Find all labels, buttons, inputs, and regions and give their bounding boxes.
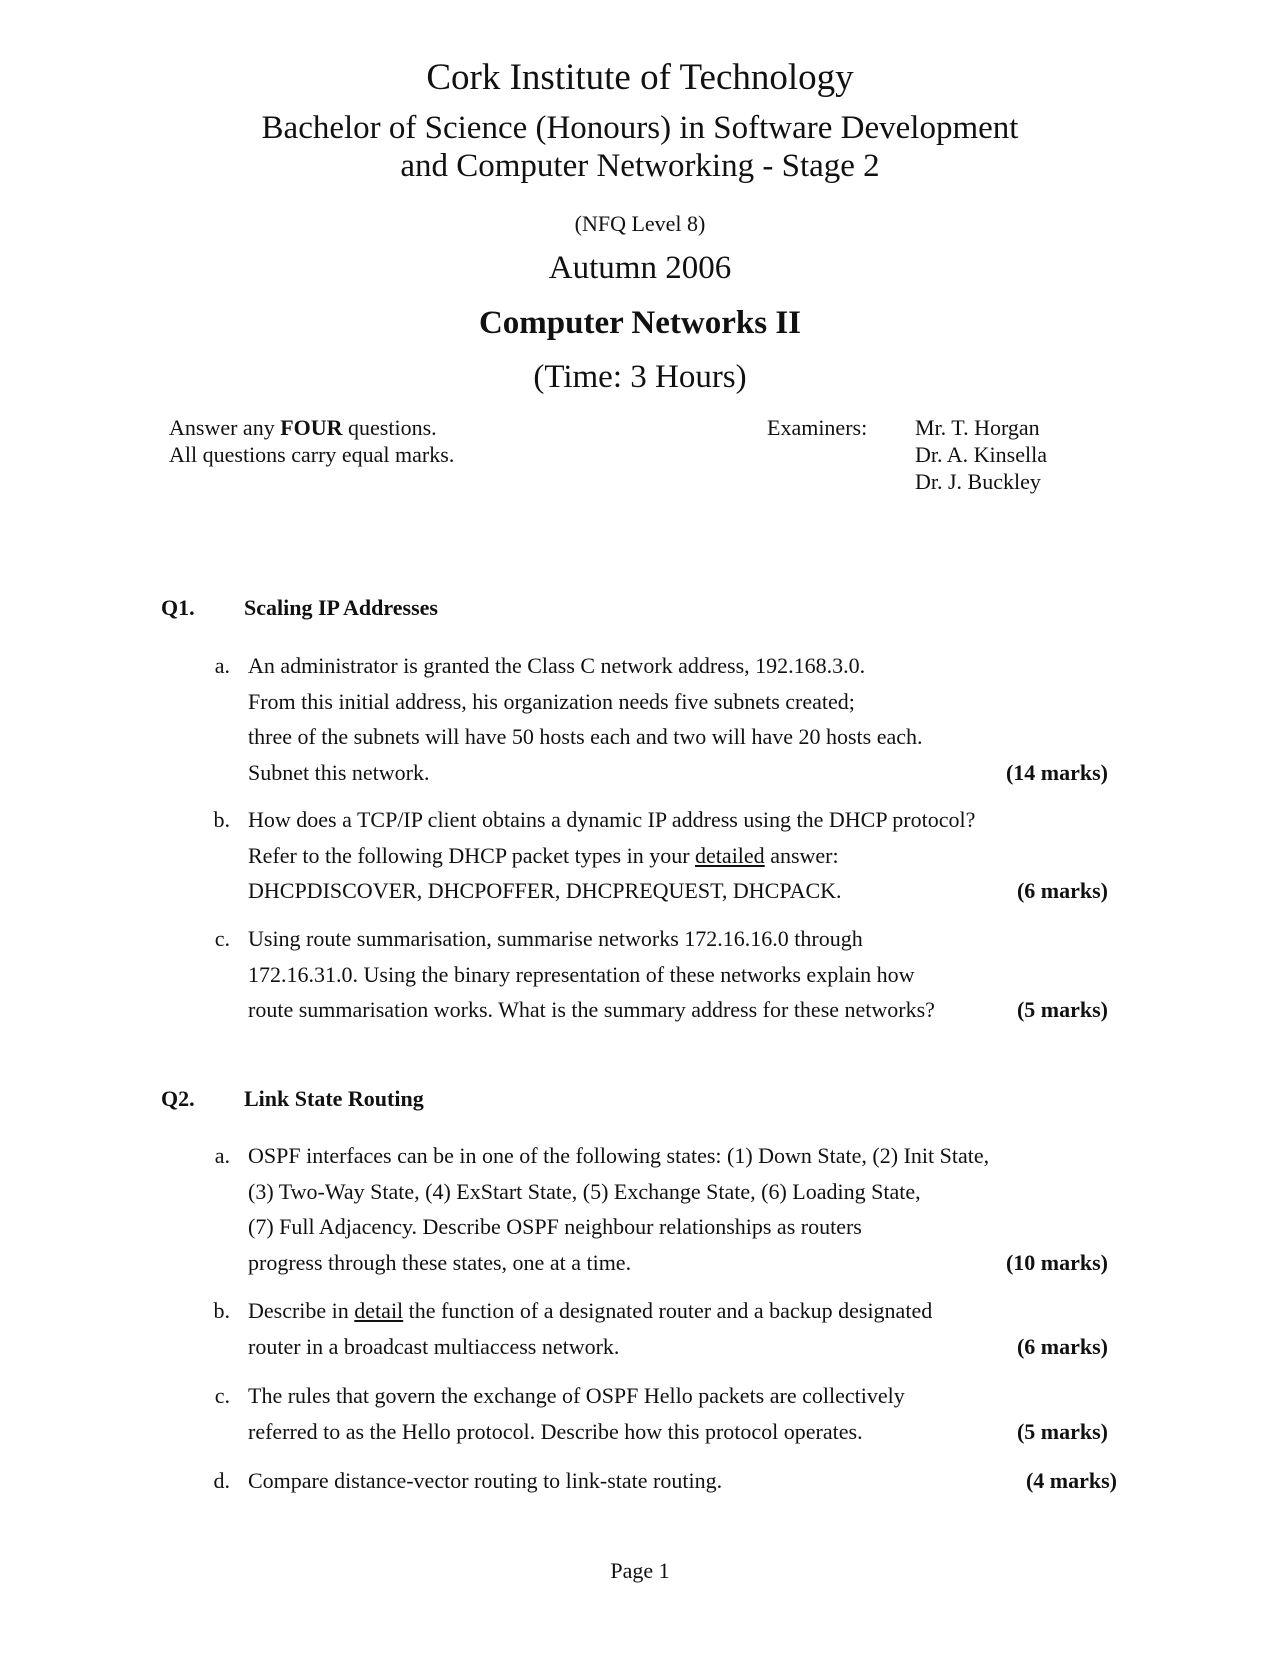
question-2a: [210, 1138, 1110, 1280]
examiners-label: Examiners:: [767, 415, 868, 440]
question-1a: [210, 648, 1110, 790]
part-letter: b.: [213, 1298, 230, 1323]
instruction-equal-marks: All questions carry equal marks.: [169, 442, 455, 467]
examiner-name: Dr. A. Kinsella: [915, 442, 1047, 467]
question-2c: [210, 1378, 1110, 1449]
examiners-list: [915, 414, 1047, 495]
nfq-level: (NFQ Level 8): [574, 211, 706, 236]
marks-label: (6 marks): [1016, 878, 1108, 903]
question-1-number: Q1.: [161, 595, 195, 620]
part-text: Compare distance-vector routing to link-state routing. (4 marks): [248, 1463, 1108, 1499]
part-text: An administrator is granted the Class C network address, 192.168.3.0. From this initial address, his organization needs five subnets created; three of the subnets will have 50 hosts each and two will have 20 hosts each. Subnet this network. (14 marks): [248, 648, 1108, 790]
marks-label: (5 marks): [1016, 1418, 1108, 1444]
degree-title-line2: and Computer Networking - Stage 2: [400, 148, 880, 184]
marks-label: (10 marks): [1005, 1249, 1108, 1275]
examiner-name: Mr. T. Horgan: [915, 415, 1040, 440]
question-1c: [210, 921, 1110, 1028]
question-2-title: Link State Routing: [244, 1086, 424, 1111]
part-letter: a.: [214, 653, 230, 678]
part-text: How does a TCP/IP client obtains a dynamic IP address using the DHCP protocol? Refer to the following DHCP packet types in your detailed answer: DHCPDISCOVER, DHCPOFFER, DHCPREQUEST, DHCPACK. (6 marks): [248, 802, 1108, 909]
part-text: Using route summarisation, summarise networks 172.16.16.0 through 172.16.31.0. Using the binary representation of these networks explain how route summarisation works. What is the summary address for these networks? (5 marks): [248, 921, 1108, 1028]
marks-label: (4 marks): [1025, 1468, 1117, 1493]
part-text: Describe in detail the function of a designated router and a backup designated router in a broadcast multiaccess network. (6 marks): [248, 1293, 1108, 1364]
part-letter: a.: [214, 1143, 230, 1168]
marks-label: (14 marks): [1005, 759, 1108, 785]
question-1-title: Scaling IP Addresses: [244, 595, 438, 620]
exam-duration: (Time: 3 Hours): [533, 359, 747, 395]
exam-session: Autumn 2006: [548, 250, 732, 286]
degree-title-line1: Bachelor of Science (Honours) in Software Development: [261, 110, 1019, 146]
examiner-name: Dr. J. Buckley: [915, 469, 1041, 494]
page-number: Page 1: [610, 1558, 670, 1583]
part-text: The rules that govern the exchange of OSPF Hello packets are collectively referred to as the Hello protocol. Describe how this protocol operates. (5 marks): [248, 1378, 1108, 1449]
part-letter: c.: [214, 926, 230, 951]
question-2-number: Q2.: [161, 1086, 195, 1111]
question-2b: [210, 1293, 1110, 1364]
marks-label: (5 marks): [1016, 997, 1108, 1022]
marks-label: (6 marks): [1016, 1333, 1108, 1359]
part-text: OSPF interfaces can be in one of the following states: (1) Down State, (2) Init State, (3) Two-Way State, (4) ExStart State, (5) Exchange State, (6) Loading State, (7) Full Adjacency. Describe OSPF neighbour relationships as routers progress through these states, one at a time. (10 marks): [248, 1138, 1108, 1280]
institute-name: Cork Institute of Technology: [426, 57, 854, 98]
instruction-answer-four: Answer any FOUR questions.: [169, 415, 437, 440]
part-letter: d.: [213, 1468, 230, 1493]
question-2d: [210, 1463, 1117, 1499]
part-letter: c.: [214, 1383, 230, 1408]
part-letter: b.: [213, 807, 230, 832]
module-title: Computer Networks II: [478, 305, 802, 341]
question-1b: [210, 802, 1110, 909]
